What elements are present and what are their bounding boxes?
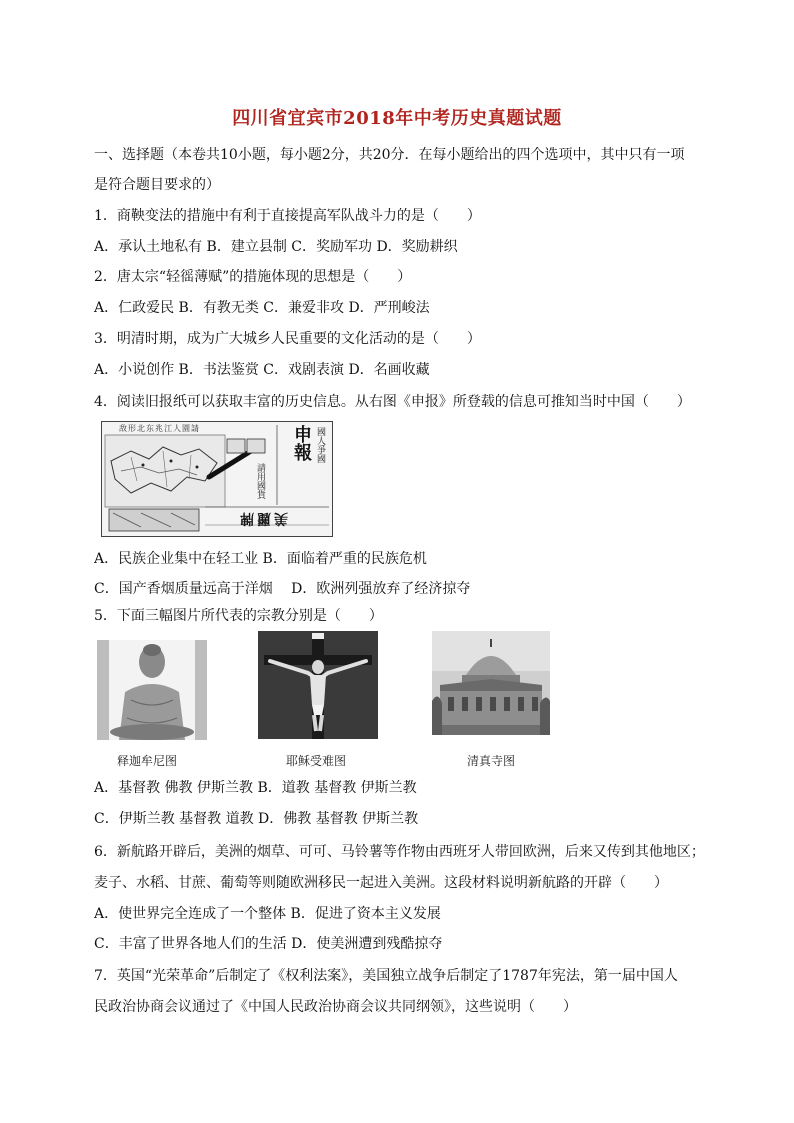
question-4-options-line2: C．国产香烟质量远高于洋烟 D．欧洲列强放弃了经济掠夺 [94,581,471,597]
question-2-options: A．仁政爱民 B．有教无类 C．兼爱非攻 D．严刑峻法 [94,300,430,316]
question-7-stem-line2: 民政治协商会议通过了《中国人民政治协商会议共同纲领》，这些说明（ ） [94,999,577,1015]
question-2-stem: 2．唐太宗“轻徭薄赋”的措施体现的思想是（ ） [94,269,412,285]
page-title: 四川省宜宾市2018年中考历史真题试题 [232,108,562,129]
buddha-image [97,640,207,740]
caption-mosque: 清真寺图 [467,754,516,768]
question-7-stem-line1: 7．英国“光荣革命”后制定了《权利法案》，美国独立战争后制定了1787年宪法，第一届中国人 [94,968,678,984]
newspaper-image [101,421,333,537]
question-3-stem: 3．明清时期，成为广大城乡人民重要的文化活动的是（ ） [94,331,481,347]
newspaper-masthead: 申報 [291,425,312,461]
question-3-options: A．小说创作 B．书法鉴赏 C．戏剧表演 D．名画收藏 [94,362,430,378]
newspaper-ad-text: 請用國貨 [255,463,265,499]
section-heading-line1: 一、选择题（本卷共10小题，每小题2分，共20分．在每小题给出的四个选项中，其中只有一项 [94,147,685,163]
question-4-options-line1: A．民族企业集中在轻工业 B．面临着严重的民族危机 [94,551,427,567]
question-1-stem: 1．商鞅变法的措施中有利于直接提高军队战斗力的是（ ） [94,208,481,224]
question-6-stem-line2: 麦子、水稻、甘蔗、葡萄等则随欧洲移民一起进入美洲。这段材料说明新航路的开辟（ ） [94,875,668,891]
question-5-options-line2: C．伊斯兰教 基督教 道教 D．佛教 基督教 伊斯兰教 [94,811,419,827]
question-5-options-line1: A．基督教 佛教 伊斯兰教 B．道教 基督教 伊斯兰教 [94,780,417,796]
caption-buddha: 释迦牟尼图 [117,754,178,768]
question-4-stem: 4．阅读旧报纸可以获取丰富的历史信息。从右图《申报》所登载的信息可推知当时中国（ ） [94,394,691,410]
newspaper-brand: 美麗牌 [237,510,288,526]
caption-crucifix: 耶稣受难图 [286,754,347,768]
question-6-options-line1: A．使世界完全连成了一个整体 B．促进了资本主义发展 [94,906,441,922]
mosque-image [432,631,550,735]
section-heading-line2: 是符合题目要求的） [94,177,220,193]
question-1-options: A．承认土地私有 B．建立县制 C．奖励军功 D．奖励耕织 [94,239,458,255]
question-6-options-line2: C．丰富了世界各地人们的生活 D．使美洲遭到残酷掠夺 [94,936,443,952]
question-5-stem: 5．下面三幅图片所代表的宗教分别是（ ） [94,608,383,624]
map-caption: 敌形北东兆江人園請 [119,424,200,433]
crucifix-image [258,631,378,739]
newspaper-side-text: 國人爭國 [315,427,325,463]
question-6-stem-line1: 6．新航路开辟后，美洲的烟草、可可、马铃薯等作物由西班牙人带回欧洲，后来又传到其他地区； [94,844,705,860]
